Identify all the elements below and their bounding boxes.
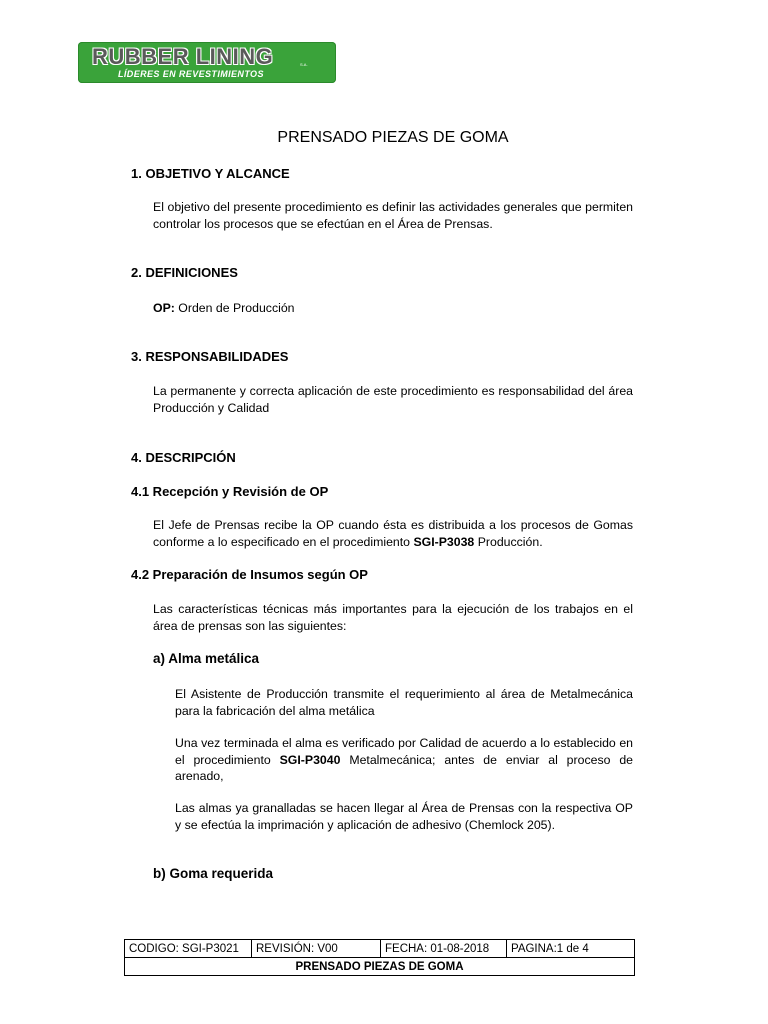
recepcion-text-after: Producción.: [474, 534, 543, 549]
paragraph-responsabilidades: La permanente y correcta aplicación de este procedimiento es responsabilidad del área Producción y Calidad: [153, 384, 633, 415]
heading-objetivo: 1. OBJETIVO Y ALCANCE: [131, 166, 290, 181]
heading-goma-requerida: b) Goma requerida: [153, 866, 274, 881]
procedure-code-p3040: SGI-P3040: [279, 752, 341, 767]
paragraph-alma-2: [175, 735, 633, 785]
logo-brand-text: RUBBER LINING: [92, 44, 274, 69]
paragraph-objetivo: El objetivo del presente procedimiento es definir las actividades generales que permiten controlar los procesos que se efectúan en el Área de Prensas.: [153, 200, 633, 231]
footer-title: PRENSADO PIEZAS DE GOMA: [125, 958, 635, 976]
footer-codigo: CODIGO: SGI-P3021: [125, 940, 252, 958]
paragraph-alma-1: El Asistente de Producción transmite el requerimiento al área de Metalmecánica para la fabricación del alma metálica: [175, 687, 633, 718]
heading-responsabilidades: 3. RESPONSABILIDADES: [131, 349, 289, 364]
definition-text: Orden de Producción: [174, 301, 295, 315]
paragraph-alma-3: Las almas ya granalladas se hacen llegar al Área de Prensas con la respectiva OP y se efectúa la imprimación y aplicación de adhesivo (Chemlock 205).: [175, 801, 633, 832]
procedure-code-p3038: SGI-P3038: [413, 534, 475, 549]
heading-alma-metalica: a) Alma metálica: [153, 651, 260, 666]
document-title: PRENSADO PIEZAS DE GOMA: [277, 129, 509, 146]
paragraph-recepcion: [153, 517, 633, 550]
paragraph-preparacion: Las características técnicas más importantes para la ejecución de los trabajos en el área de prensas son las siguientes:: [153, 602, 633, 633]
alma-2-text-before: Una vez terminada el alma es verificado por Calidad de acuerdo a lo establecido en el procedimiento: [175, 736, 633, 767]
footer-title-row: [125, 958, 635, 976]
heading-recepcion: 4.1 Recepción y Revisión de OP: [131, 484, 329, 499]
recepcion-text-before: El Jefe de Prensas recibe la OP cuando ésta es distribuida a los procesos de Gomas conforme a lo especificado en el procedimiento: [153, 518, 633, 549]
footer-fecha: FECHA: 01-08-2018: [381, 940, 507, 958]
footer-pagina: PAGINA:1 de 4: [507, 940, 635, 958]
heading-preparacion: 4.2 Preparación de Insumos según OP: [131, 567, 368, 582]
alma-2-text-after: Metalmecánica; antes de enviar al proceso de arenado,: [175, 752, 633, 783]
footer-revision: REVISIÓN: V00: [252, 940, 381, 958]
logo-tagline: LÍDERES EN REVESTIMIENTOS: [118, 69, 264, 79]
company-logo: [78, 42, 336, 83]
logo-suffix: S.A.: [300, 62, 308, 67]
footer-table: [124, 939, 635, 976]
definition-term: OP:: [153, 301, 175, 315]
heading-definiciones: 2. DEFINICIONES: [131, 265, 238, 280]
footer-info-row: [125, 940, 635, 958]
heading-descripcion: 4. DESCRIPCIÓN: [131, 450, 236, 465]
definition-op: [153, 300, 633, 317]
